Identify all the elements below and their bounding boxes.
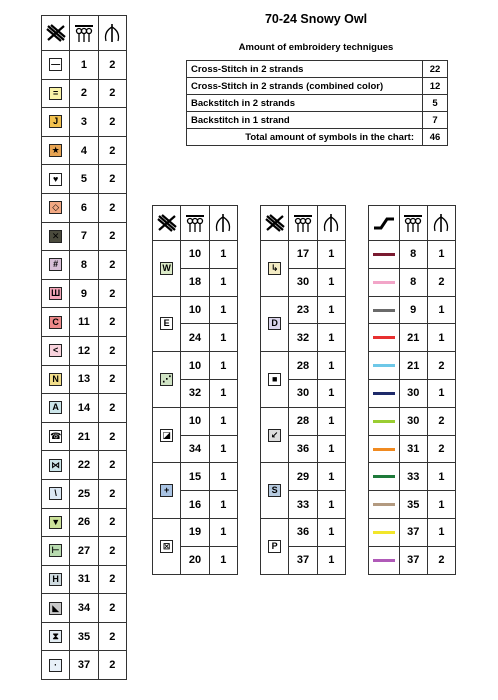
technique-count: 12 (423, 78, 448, 95)
symbol-cell (261, 241, 289, 297)
key-row (153, 463, 238, 491)
key-row (153, 518, 238, 546)
techniques-table (186, 60, 448, 146)
thread-number: 36 (289, 518, 317, 546)
thread-number: 37 (289, 546, 317, 574)
technique-row (187, 95, 448, 112)
symbol-cell (42, 136, 70, 165)
strand-count: 2 (427, 268, 455, 296)
symbol-cell (42, 251, 70, 280)
strand-count: 2 (427, 407, 455, 435)
symbol-cell (153, 296, 181, 352)
technique-count: 5 (423, 95, 448, 112)
strand-count: 2 (98, 622, 126, 651)
symbol-cell (42, 193, 70, 222)
technique-row (187, 61, 448, 78)
thread-number: 22 (70, 451, 98, 480)
key-row (153, 241, 238, 269)
thread-number: 25 (70, 479, 98, 508)
symbol-swatch: ▼ (49, 516, 62, 529)
strand-count: 1 (317, 352, 345, 380)
thread-number: 14 (70, 394, 98, 423)
backstitch-line (373, 420, 395, 423)
symbol-cell (42, 479, 70, 508)
symbol-swatch: # (49, 258, 62, 271)
symbol-cell (42, 508, 70, 537)
thread-number: 30 (289, 268, 317, 296)
symbol-swatch: — (51, 59, 61, 70)
symbol-swatch: · (49, 659, 62, 672)
key-row (261, 518, 346, 546)
strand-count: 2 (98, 565, 126, 594)
backstitch-line (373, 559, 395, 562)
symbol-swatch: < (49, 344, 62, 357)
strand-count: 2 (98, 222, 126, 251)
thread-number: 37 (70, 651, 98, 680)
thread-number: 3 (70, 108, 98, 137)
strand-count: 1 (209, 379, 237, 407)
technique-count: 7 (423, 112, 448, 129)
symbol-cell (153, 241, 181, 297)
backstitch-row (369, 491, 456, 519)
thread-number: 33 (289, 491, 317, 519)
symbol-cell (42, 336, 70, 365)
symbol-swatch: W (160, 262, 173, 275)
backstitch-row (369, 435, 456, 463)
symbol-swatch: H (49, 573, 62, 586)
strand-count: 2 (98, 651, 126, 680)
thread-number: 30 (289, 379, 317, 407)
symbol-cell (153, 518, 181, 574)
symbol-swatch: C (49, 316, 62, 329)
key-row (42, 594, 127, 623)
technique-count: 22 (423, 61, 448, 78)
thread-number: 19 (181, 518, 209, 546)
key-row (42, 479, 127, 508)
thread-number: 9 (70, 279, 98, 308)
symbol-cell (153, 352, 181, 408)
strand-count: 2 (98, 451, 126, 480)
strand-count: 2 (98, 336, 126, 365)
symbol-swatch: N (49, 373, 62, 386)
symbol-cell (42, 165, 70, 194)
thread-number: 36 (289, 435, 317, 463)
symbol-swatch: ★ (49, 144, 62, 157)
symbol-swatch: P (268, 540, 281, 553)
symbol-cell (42, 51, 70, 80)
line-sample (369, 463, 400, 491)
thread-number: 17 (289, 241, 317, 269)
symbol-swatch: ⊢ (49, 544, 62, 557)
backstitch-line (373, 448, 395, 451)
strand-count: 1 (427, 518, 455, 546)
symbol-swatch: ■ (268, 373, 281, 386)
symbol-swatch: ✕ (49, 230, 62, 243)
symbol-swatch: ☎ (50, 431, 62, 442)
strand-count: 1 (317, 296, 345, 324)
total-label: Total amount of symbols in the chart: (187, 129, 423, 146)
symbol-swatch: ◪ (160, 429, 173, 442)
thread-number: 23 (289, 296, 317, 324)
symbol-cell (42, 108, 70, 137)
strand-count: 1 (317, 379, 345, 407)
symbol-swatch: ⋰ (162, 373, 172, 384)
strand-count: 1 (317, 435, 345, 463)
thread-number: 29 (289, 463, 317, 491)
strand-count: 1 (427, 324, 455, 352)
symbol-cell (42, 537, 70, 566)
total-row (187, 129, 448, 146)
thread-number: 4 (70, 136, 98, 165)
strand-count: 1 (209, 491, 237, 519)
total-count: 46 (423, 129, 448, 146)
thread-number: 10 (181, 407, 209, 435)
strand-count: 2 (98, 594, 126, 623)
key-row (42, 451, 127, 480)
strand-count: 2 (427, 546, 455, 574)
strand-count: 2 (98, 136, 126, 165)
key-row (261, 241, 346, 269)
thread-number: 26 (70, 508, 98, 537)
thread-number: 2 (70, 79, 98, 108)
line-sample (369, 268, 400, 296)
strand-count: 1 (317, 324, 345, 352)
thread-number: 18 (181, 268, 209, 296)
symbol-cell (261, 296, 289, 352)
symbol-key-table-3 (260, 205, 346, 575)
backstitch-line (373, 475, 395, 478)
cross-stitch-icon (261, 206, 289, 241)
symbol-swatch: ◣ (49, 602, 62, 615)
strand-count: 1 (209, 241, 237, 269)
strand-count: 1 (427, 296, 455, 324)
key-row (42, 365, 127, 394)
strand-count: 1 (427, 241, 455, 269)
strand-count: 2 (98, 422, 126, 451)
backstitch-line (373, 253, 395, 256)
technique-label: Backstitch in 1 strand (187, 112, 423, 129)
key-row (42, 537, 127, 566)
symbol-cell (42, 594, 70, 623)
line-sample (369, 241, 400, 269)
strand-count: 1 (427, 463, 455, 491)
thread-number: 8 (70, 251, 98, 280)
strand-count: 1 (209, 435, 237, 463)
line-sample (369, 435, 400, 463)
technique-label: Cross-Stitch in 2 strands (187, 61, 423, 78)
key-row (42, 136, 127, 165)
symbol-key-table-2 (152, 205, 238, 575)
symbol-cell (42, 422, 70, 451)
symbol-cell (261, 463, 289, 519)
needle-icon (98, 16, 126, 51)
key-row (42, 51, 127, 80)
techniques-heading: Amount of embroidery technigues (238, 42, 394, 53)
thread-number: 8 (399, 268, 427, 296)
symbol-cell (42, 222, 70, 251)
thread-number: 34 (181, 435, 209, 463)
line-sample (369, 296, 400, 324)
strand-count: 1 (209, 546, 237, 574)
cross-stitch-icon (153, 206, 181, 241)
symbol-swatch: = (49, 87, 62, 100)
strand-count: 1 (317, 518, 345, 546)
thread-number: 27 (70, 537, 98, 566)
needle-icon (427, 206, 455, 241)
strand-count: 2 (98, 279, 126, 308)
key-row (42, 108, 127, 137)
strand-count: 2 (98, 193, 126, 222)
symbol-cell (261, 352, 289, 408)
symbol-cell (261, 407, 289, 463)
line-sample (369, 324, 400, 352)
strand-count: 1 (209, 407, 237, 435)
symbol-swatch: + (160, 484, 173, 497)
thread-number: 24 (181, 324, 209, 352)
backstitch-row (369, 324, 456, 352)
key-row (42, 308, 127, 337)
symbol-cell (42, 565, 70, 594)
strand-count: 1 (317, 268, 345, 296)
thread-number: 28 (289, 352, 317, 380)
symbol-cell (261, 518, 289, 574)
thread-number: 20 (181, 546, 209, 574)
thread-number: 35 (70, 622, 98, 651)
thread-number: 21 (399, 324, 427, 352)
thread-number: 21 (399, 352, 427, 380)
symbol-cell (42, 394, 70, 423)
strand-count: 2 (98, 537, 126, 566)
symbol-cell (42, 451, 70, 480)
symbol-key-table-1 (41, 15, 127, 680)
strand-count: 2 (98, 308, 126, 337)
key-row (42, 165, 127, 194)
strand-count: 2 (98, 79, 126, 108)
strand-count: 1 (317, 463, 345, 491)
strand-count: 1 (427, 379, 455, 407)
strand-count: 2 (98, 251, 126, 280)
symbol-swatch: ↙ (268, 429, 281, 442)
strand-count: 2 (98, 394, 126, 423)
strand-count: 1 (317, 407, 345, 435)
thread-number: 31 (399, 435, 427, 463)
strand-count: 1 (209, 352, 237, 380)
threads-icon (289, 206, 317, 241)
backstitch-line (373, 281, 395, 284)
thread-number: 6 (70, 193, 98, 222)
thread-number: 33 (399, 463, 427, 491)
thread-number: 9 (399, 296, 427, 324)
thread-number: 30 (399, 407, 427, 435)
backstitch-line (373, 336, 395, 339)
key-row (42, 651, 127, 680)
symbol-cell (153, 463, 181, 519)
strand-count: 1 (317, 546, 345, 574)
strand-count: 2 (98, 479, 126, 508)
key-row (153, 352, 238, 380)
strand-count: 1 (317, 491, 345, 519)
thread-number: 10 (181, 352, 209, 380)
thread-number: 1 (70, 51, 98, 80)
thread-number: 15 (181, 463, 209, 491)
backstitch-line (373, 503, 395, 506)
key-row (153, 407, 238, 435)
symbol-cell (42, 622, 70, 651)
thread-number: 31 (70, 565, 98, 594)
backstitch-row (369, 546, 456, 574)
line-sample (369, 379, 400, 407)
strand-count: 2 (427, 435, 455, 463)
key-row (261, 463, 346, 491)
key-row (42, 79, 127, 108)
symbol-swatch: \ (49, 487, 62, 500)
line-sample (369, 491, 400, 519)
symbol-cell (42, 279, 70, 308)
backstitch-row (369, 463, 456, 491)
line-sample (369, 546, 400, 574)
line-sample (369, 518, 400, 546)
backstitch-line (373, 531, 395, 534)
thread-number: 7 (70, 222, 98, 251)
key-row (42, 394, 127, 423)
thread-number: 30 (399, 379, 427, 407)
symbol-swatch: ♥ (49, 173, 62, 186)
symbol-swatch: ⧗ (49, 630, 62, 643)
thread-number: 11 (70, 308, 98, 337)
line-sample (369, 407, 400, 435)
symbol-cell (153, 407, 181, 463)
key-row (42, 565, 127, 594)
thread-number: 28 (289, 407, 317, 435)
symbol-swatch: D (268, 317, 281, 330)
backstitch-row (369, 379, 456, 407)
symbol-cell (42, 79, 70, 108)
symbol-swatch: E (160, 317, 173, 330)
key-row (42, 336, 127, 365)
strand-count: 2 (98, 365, 126, 394)
strand-count: 1 (209, 324, 237, 352)
key-row (153, 296, 238, 324)
backstitch-row (369, 407, 456, 435)
backstitch-row (369, 241, 456, 269)
thread-number: 37 (399, 546, 427, 574)
strand-count: 2 (98, 508, 126, 537)
thread-number: 8 (399, 241, 427, 269)
key-row (261, 296, 346, 324)
symbol-swatch: A (49, 401, 62, 414)
thread-number: 34 (70, 594, 98, 623)
strand-count: 2 (98, 165, 126, 194)
backstitch-row (369, 268, 456, 296)
technique-label: Cross-Stitch in 2 strands (combined color) (187, 78, 423, 95)
key-row (42, 222, 127, 251)
key-row (42, 622, 127, 651)
line-sample (369, 352, 400, 380)
needle-icon (209, 206, 237, 241)
backstitch-row (369, 352, 456, 380)
thread-number: 35 (399, 491, 427, 519)
backstitch-key-table (368, 205, 456, 575)
symbol-swatch: ↳ (268, 262, 281, 275)
symbol-cell (42, 308, 70, 337)
backstitch-icon (369, 206, 400, 241)
symbol-cell (42, 651, 70, 680)
key-row (42, 508, 127, 537)
symbol-swatch: ⊠ (160, 540, 173, 553)
strand-count: 1 (209, 463, 237, 491)
thread-number: 12 (70, 336, 98, 365)
strand-count: 1 (209, 268, 237, 296)
strand-count: 1 (427, 491, 455, 519)
thread-number: 32 (289, 324, 317, 352)
threads-icon (70, 16, 98, 51)
symbol-swatch: ◇ (49, 201, 62, 214)
symbol-swatch: S (268, 484, 281, 497)
key-row (261, 407, 346, 435)
symbol-swatch: ⋈ (51, 459, 61, 470)
cross-stitch-icon (42, 16, 70, 51)
thread-number: 10 (181, 241, 209, 269)
strand-count: 2 (427, 352, 455, 380)
thread-number: 10 (181, 296, 209, 324)
technique-label: Backstitch in 2 strands (187, 95, 423, 112)
needle-icon (317, 206, 345, 241)
thread-number: 16 (181, 491, 209, 519)
thread-number: 32 (181, 379, 209, 407)
thread-number: 21 (70, 422, 98, 451)
key-row (42, 422, 127, 451)
threads-icon (399, 206, 427, 241)
thread-number: 37 (399, 518, 427, 546)
symbol-swatch: Ш (51, 288, 61, 299)
backstitch-line (373, 392, 395, 395)
technique-row (187, 112, 448, 129)
technique-row (187, 78, 448, 95)
key-row (42, 251, 127, 280)
key-row (42, 279, 127, 308)
key-row (261, 352, 346, 380)
thread-number: 13 (70, 365, 98, 394)
strand-count: 2 (98, 51, 126, 80)
strand-count: 1 (209, 518, 237, 546)
strand-count: 1 (209, 296, 237, 324)
symbol-swatch: J (49, 115, 62, 128)
backstitch-row (369, 296, 456, 324)
symbol-cell (42, 365, 70, 394)
strand-count: 1 (317, 241, 345, 269)
backstitch-line (373, 309, 395, 312)
backstitch-row (369, 518, 456, 546)
strand-count: 2 (98, 108, 126, 137)
threads-icon (181, 206, 209, 241)
key-row (42, 193, 127, 222)
thread-number: 5 (70, 165, 98, 194)
page-title: 70-24 Snowy Owl (264, 12, 368, 26)
backstitch-line (373, 364, 395, 367)
